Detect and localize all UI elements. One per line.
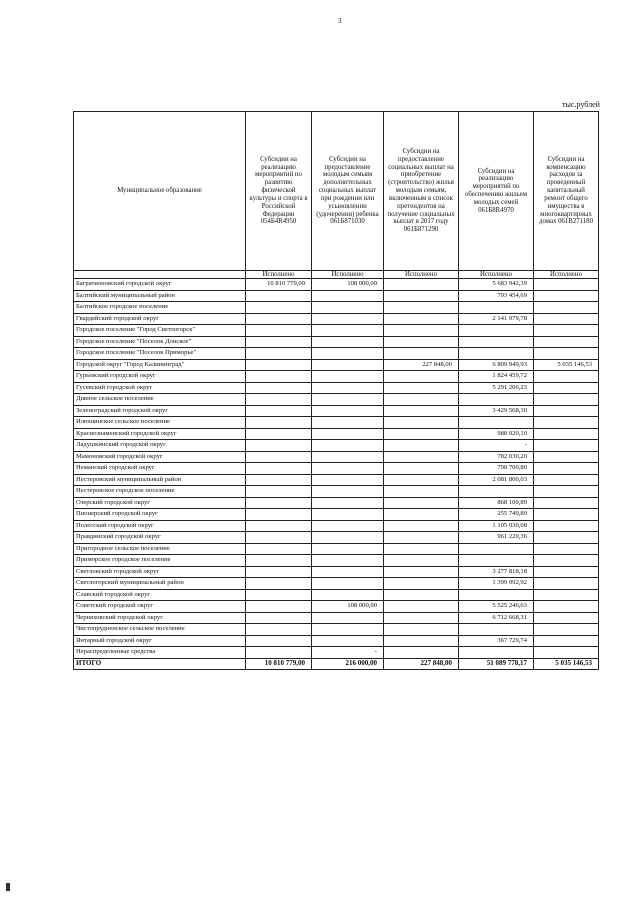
amount-cell <box>312 486 384 498</box>
amount-cell <box>384 405 459 417</box>
amount-cell <box>384 647 459 659</box>
amount-cell <box>246 497 312 509</box>
amount-cell <box>246 635 312 647</box>
municipality-name: Ладушкинский городской округ <box>74 440 246 452</box>
municipality-name: Неманский городской округ <box>74 463 246 475</box>
amount-cell <box>246 417 312 429</box>
amount-cell <box>312 578 384 590</box>
amount-cell <box>534 394 599 406</box>
amount-cell: 868 109,89 <box>459 497 534 509</box>
amount-cell <box>312 520 384 532</box>
amount-cell <box>384 486 459 498</box>
amount-cell <box>312 451 384 463</box>
amount-cell <box>534 486 599 498</box>
amount-cell <box>534 520 599 532</box>
amount-cell <box>312 325 384 337</box>
amount-cell <box>246 359 312 371</box>
amount-cell <box>312 532 384 544</box>
amount-cell <box>312 566 384 578</box>
amount-cell <box>246 589 312 601</box>
total-value: 5 035 146,53 <box>534 658 599 669</box>
table-row <box>74 336 599 348</box>
amount-cell: 3 429 568,30 <box>459 405 534 417</box>
amount-cell: 5 291 206,23 <box>459 382 534 394</box>
amount-cell: 227 848,00 <box>384 359 459 371</box>
table-row <box>74 612 599 624</box>
amount-cell <box>384 555 459 567</box>
amount-cell: 108 000,00 <box>312 601 384 613</box>
amount-cell <box>246 566 312 578</box>
amount-cell <box>246 405 312 417</box>
amount-cell <box>534 635 599 647</box>
amount-cell: 108 000,00 <box>312 279 384 291</box>
amount-cell <box>384 428 459 440</box>
table-row <box>74 532 599 544</box>
amount-cell <box>246 532 312 544</box>
municipality-name: Гвардейский городской округ <box>74 313 246 325</box>
amount-cell <box>384 348 459 360</box>
table-row <box>74 405 599 417</box>
amount-cell <box>312 313 384 325</box>
amount-cell <box>384 279 459 291</box>
amount-cell: 1 105 030,08 <box>459 520 534 532</box>
table-row <box>74 463 599 475</box>
amount-cell <box>459 543 534 555</box>
amount-cell <box>312 440 384 452</box>
amount-cell <box>246 601 312 613</box>
amount-cell <box>312 635 384 647</box>
amount-cell <box>246 647 312 659</box>
page-number: 3 <box>338 17 342 25</box>
status-cell-empty <box>74 271 246 279</box>
amount-cell <box>534 336 599 348</box>
column-header-capital-repair-subsidy: Субсидии на компенсацию расходов за проведенный капитальный ремонт общего имущества в многоквартирных домах 061В271180 <box>534 112 599 271</box>
column-header-young-family-housing-subsidy: Субсидии на реализацию мероприятий по обеспечению жильем молодых семей 061Б8R4970 <box>459 112 534 271</box>
table-row <box>74 290 599 302</box>
municipality-name: Городское поселение "Поселок Донское" <box>74 336 246 348</box>
amount-cell <box>246 543 312 555</box>
amount-cell <box>384 635 459 647</box>
table-row <box>74 394 599 406</box>
municipality-name: Мамоновский городской округ <box>74 451 246 463</box>
amount-cell <box>246 325 312 337</box>
page-edge-mark <box>6 883 10 891</box>
municipality-name: Гурьевский городской округ <box>74 371 246 383</box>
status-cell: Исполнено <box>384 271 459 279</box>
amount-cell <box>384 382 459 394</box>
municipality-name: Озерский городской округ <box>74 497 246 509</box>
amount-cell: 782 030,20 <box>459 451 534 463</box>
amount-cell <box>384 313 459 325</box>
amount-cell <box>384 290 459 302</box>
amount-cell: 1 824 459,72 <box>459 371 534 383</box>
table-row <box>74 543 599 555</box>
table-row <box>74 566 599 578</box>
table-row <box>74 382 599 394</box>
amount-cell <box>534 601 599 613</box>
amount-cell <box>312 624 384 636</box>
municipality-name: Нестеровский муниципальный район <box>74 474 246 486</box>
amount-cell: 793 454,69 <box>459 290 534 302</box>
table-row <box>74 313 599 325</box>
subsidy-table <box>73 111 599 670</box>
amount-cell <box>534 313 599 325</box>
municipality-name: Светлогорский муниципальный район <box>74 578 246 590</box>
amount-cell <box>534 497 599 509</box>
total-row <box>74 658 599 669</box>
amount-cell <box>534 428 599 440</box>
column-header-municipality: Муниципальное образование <box>74 112 246 271</box>
table-row <box>74 578 599 590</box>
amount-cell <box>534 348 599 360</box>
amount-cell <box>534 624 599 636</box>
table-row <box>74 348 599 360</box>
amount-cell: 2 081 800,03 <box>459 474 534 486</box>
amount-cell <box>246 463 312 475</box>
total-label: ИТОГО <box>74 658 246 669</box>
amount-cell <box>312 509 384 521</box>
amount-cell: 2 141 979,78 <box>459 313 534 325</box>
amount-cell: 10 810 779,00 <box>246 279 312 291</box>
table-row <box>74 497 599 509</box>
amount-cell <box>312 405 384 417</box>
table-row <box>74 520 599 532</box>
amount-cell <box>459 417 534 429</box>
amount-cell <box>246 474 312 486</box>
amount-cell: 5 035 146,53 <box>534 359 599 371</box>
amount-cell <box>459 624 534 636</box>
amount-cell <box>312 394 384 406</box>
amount-cell <box>384 371 459 383</box>
amount-cell <box>312 371 384 383</box>
amount-cell <box>384 543 459 555</box>
amount-cell: 5 683 942,39 <box>459 279 534 291</box>
amount-cell <box>312 463 384 475</box>
amount-cell <box>384 578 459 590</box>
amount-cell <box>534 440 599 452</box>
amount-cell: 1 399 092,92 <box>459 578 534 590</box>
amount-cell: 988 020,10 <box>459 428 534 440</box>
amount-cell: 5 525 246,63 <box>459 601 534 613</box>
table-row <box>74 635 599 647</box>
municipality-name: Гусевский городской округ <box>74 382 246 394</box>
municipality-name: Балтийский муниципальный район <box>74 290 246 302</box>
amount-cell <box>246 486 312 498</box>
status-cell: Исполнено <box>534 271 599 279</box>
table-row <box>74 555 599 567</box>
table-row <box>74 486 599 498</box>
total-value: 51 089 778,17 <box>459 658 534 669</box>
amount-cell <box>459 589 534 601</box>
amount-cell <box>534 555 599 567</box>
amount-cell <box>384 336 459 348</box>
table-row <box>74 451 599 463</box>
table-row <box>74 279 599 291</box>
municipality-name: Нераспределенные средства <box>74 647 246 659</box>
status-cell: Исполнено <box>312 271 384 279</box>
table-row <box>74 428 599 440</box>
amount-cell <box>534 474 599 486</box>
municipality-name: Черняховский городской округ <box>74 612 246 624</box>
table-row <box>74 302 599 314</box>
status-row <box>74 271 599 279</box>
municipality-name: Багратионовский городской округ <box>74 279 246 291</box>
municipality-name: Дивное сельское поселение <box>74 394 246 406</box>
amount-cell <box>534 279 599 291</box>
amount-cell <box>246 624 312 636</box>
amount-cell <box>312 336 384 348</box>
amount-cell <box>246 348 312 360</box>
amount-cell <box>246 520 312 532</box>
amount-cell <box>459 394 534 406</box>
amount-cell <box>534 543 599 555</box>
amount-cell <box>459 336 534 348</box>
municipality-name: Светловский городской округ <box>74 566 246 578</box>
amount-cell <box>312 382 384 394</box>
amount-cell <box>246 612 312 624</box>
amount-cell <box>534 647 599 659</box>
municipality-name: Пригородное сельское поселение <box>74 543 246 555</box>
total-value: 227 848,00 <box>384 658 459 669</box>
amount-cell <box>459 647 534 659</box>
table-row <box>74 325 599 337</box>
status-cell: Исполнено <box>459 271 534 279</box>
municipality-name: Правдинский городской округ <box>74 532 246 544</box>
amount-cell <box>384 440 459 452</box>
amount-cell: 790 700,80 <box>459 463 534 475</box>
amount-cell <box>384 601 459 613</box>
amount-cell <box>384 612 459 624</box>
municipality-name: Балтийское городское поселение <box>74 302 246 314</box>
municipality-name: Славский городской округ <box>74 589 246 601</box>
amount-cell: 367 729,74 <box>459 635 534 647</box>
table-row <box>74 359 599 371</box>
amount-cell <box>246 382 312 394</box>
table-row <box>74 647 599 659</box>
amount-cell <box>384 417 459 429</box>
amount-cell <box>384 532 459 544</box>
amount-cell <box>459 302 534 314</box>
amount-cell <box>384 302 459 314</box>
amount-cell: 6 712 668,31 <box>459 612 534 624</box>
amount-cell: 961 220,36 <box>459 532 534 544</box>
amount-cell <box>534 325 599 337</box>
amount-cell <box>246 302 312 314</box>
amount-cell <box>384 509 459 521</box>
amount-cell <box>534 290 599 302</box>
amount-cell <box>246 451 312 463</box>
amount-cell <box>246 371 312 383</box>
unit-label: тыс.рублей <box>562 100 600 109</box>
municipality-name: Зеленоградский городской округ <box>74 405 246 417</box>
amount-cell <box>534 532 599 544</box>
amount-cell <box>246 440 312 452</box>
amount-cell <box>384 624 459 636</box>
municipality-name: Илюшинское сельское поселение <box>74 417 246 429</box>
column-header-housing-2017-subsidy: Субсидии на предоставление социальных выплат на приобретение (строительство) жилья молодым семьям, включенным в список претендентов на получение социальных выплат в 2017 году 061Б871290 <box>384 112 459 271</box>
amount-cell <box>459 348 534 360</box>
amount-cell <box>312 497 384 509</box>
table-row <box>74 601 599 613</box>
amount-cell <box>534 509 599 521</box>
amount-cell <box>384 325 459 337</box>
table-row <box>74 440 599 452</box>
municipality-name: Приморское городское поселение <box>74 555 246 567</box>
amount-cell <box>459 486 534 498</box>
municipality-name: Городской округ "Город Калининград" <box>74 359 246 371</box>
amount-cell <box>534 302 599 314</box>
amount-cell <box>384 463 459 475</box>
total-value: 10 810 779,00 <box>246 658 312 669</box>
amount-cell <box>312 348 384 360</box>
amount-cell: 3 277 818,18 <box>459 566 534 578</box>
amount-cell <box>312 302 384 314</box>
amount-cell <box>534 382 599 394</box>
amount-cell <box>534 589 599 601</box>
header-row <box>74 112 599 271</box>
amount-cell <box>384 451 459 463</box>
table-row <box>74 624 599 636</box>
table-row <box>74 589 599 601</box>
amount-cell <box>312 417 384 429</box>
amount-cell <box>534 463 599 475</box>
amount-cell: 255 749,89 <box>459 509 534 521</box>
amount-cell <box>384 520 459 532</box>
amount-cell: 6 809 949,93 <box>459 359 534 371</box>
amount-cell <box>534 612 599 624</box>
amount-cell <box>384 566 459 578</box>
municipality-name: Нестеровское городское поселение <box>74 486 246 498</box>
amount-cell <box>246 555 312 567</box>
amount-cell <box>312 428 384 440</box>
municipality-name: Чистопрудненское сельское поселение <box>74 624 246 636</box>
table-row <box>74 474 599 486</box>
status-cell: Исполнено <box>246 271 312 279</box>
municipality-name: Полесский городской округ <box>74 520 246 532</box>
amount-cell <box>459 325 534 337</box>
amount-cell: - <box>312 647 384 659</box>
amount-cell <box>246 428 312 440</box>
amount-cell <box>534 405 599 417</box>
amount-cell <box>312 589 384 601</box>
amount-cell <box>246 394 312 406</box>
amount-cell <box>312 555 384 567</box>
municipality-name: Советский городской округ <box>74 601 246 613</box>
amount-cell <box>384 394 459 406</box>
amount-cell <box>312 359 384 371</box>
amount-cell <box>312 474 384 486</box>
amount-cell <box>384 474 459 486</box>
amount-cell <box>534 417 599 429</box>
municipality-name: Краснознаменский городской округ <box>74 428 246 440</box>
amount-cell <box>459 555 534 567</box>
amount-cell <box>384 589 459 601</box>
amount-cell <box>534 371 599 383</box>
amount-cell <box>534 566 599 578</box>
amount-cell <box>534 451 599 463</box>
total-value: 216 000,00 <box>312 658 384 669</box>
amount-cell <box>384 497 459 509</box>
municipality-name: Янтарный городской округ <box>74 635 246 647</box>
amount-cell <box>534 578 599 590</box>
amount-cell <box>246 313 312 325</box>
column-header-child-birth-subsidy: Субсидии на предоставление молодым семьям дополнительных социальных выплат при рождении или усыновлении (удочерении) ребенка 061Б871030 <box>312 112 384 271</box>
amount-cell <box>312 612 384 624</box>
amount-cell <box>246 578 312 590</box>
amount-cell <box>246 290 312 302</box>
amount-cell <box>246 336 312 348</box>
amount-cell <box>246 509 312 521</box>
table-row <box>74 417 599 429</box>
municipality-name: Городское поселение "Город Светлогорск" <box>74 325 246 337</box>
table-row <box>74 371 599 383</box>
table-row <box>74 509 599 521</box>
municipality-name: Городское поселение "Поселок Приморье" <box>74 348 246 360</box>
column-header-sport-subsidy: Субсидии на реализацию мероприятий по развитию физической культуры и спорта в Российской Федерации 054Б4R4950 <box>246 112 312 271</box>
amount-cell <box>312 543 384 555</box>
amount-cell <box>312 290 384 302</box>
municipality-name: Пионерский городской округ <box>74 509 246 521</box>
amount-cell: - <box>459 440 534 452</box>
